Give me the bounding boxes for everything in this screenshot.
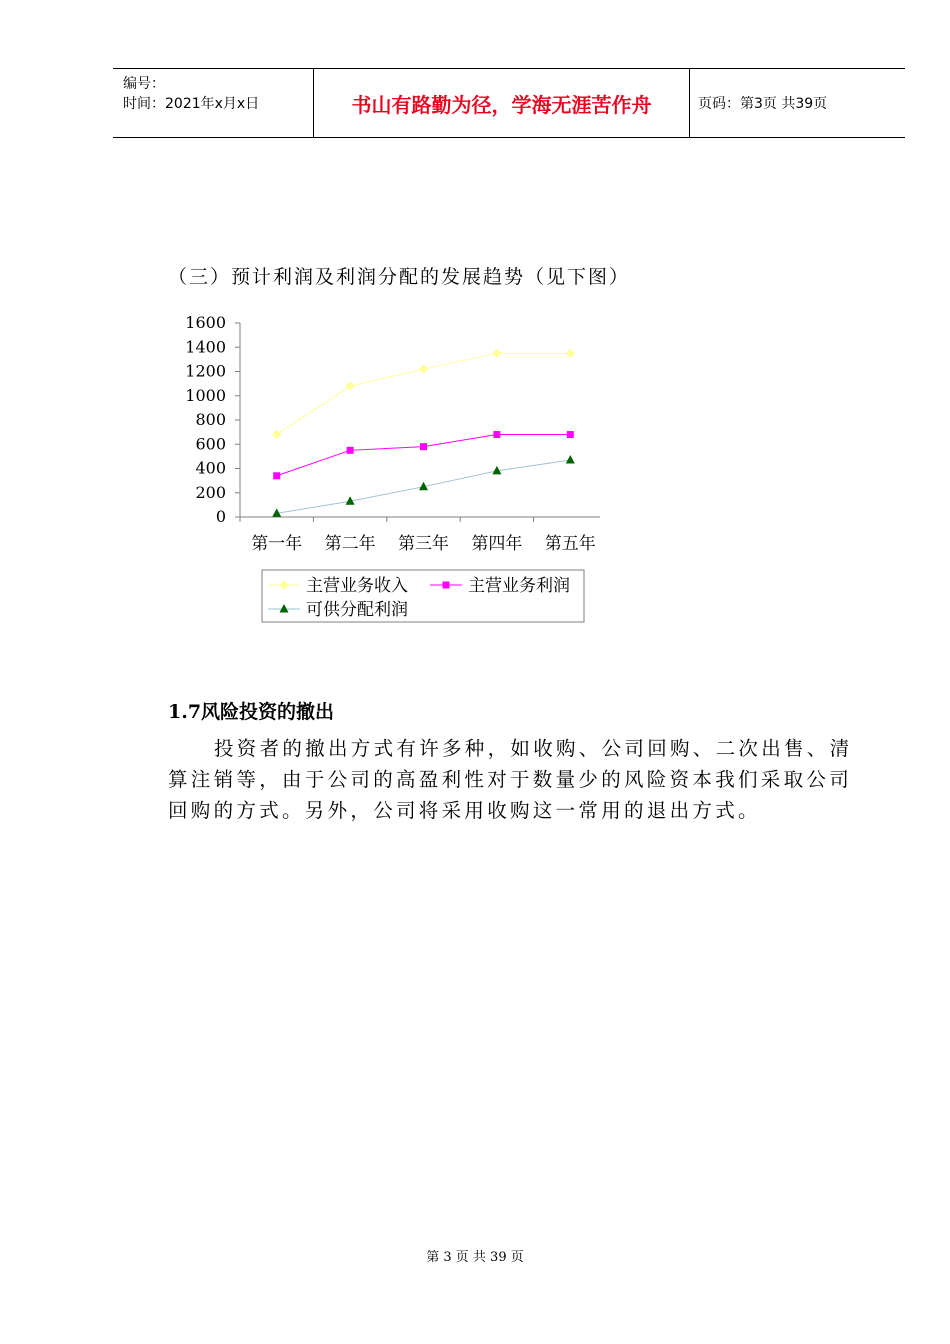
data-point xyxy=(347,447,354,454)
x-tick-label: 第三年 xyxy=(398,534,449,554)
time-label: 时间：2021年x月x日 xyxy=(123,96,260,112)
legend-label: 可供分配利润 xyxy=(306,600,408,620)
y-tick-label: 800 xyxy=(195,410,226,429)
header-motto: 书山有路勤为径，学海无涯苦作舟 xyxy=(314,69,690,137)
data-point xyxy=(273,431,281,439)
page-number-label: 页码：第3页 共39页 xyxy=(698,96,828,112)
profit-trend-chart xyxy=(170,305,600,630)
page-footer: 第 3 页 共 39 页 xyxy=(426,1250,524,1265)
data-point xyxy=(493,349,501,357)
section-paragraph: 投资者的撤出方式有许多种，如收购、公司回购、二次出售、清算注销等，由于公司的高盈利性对于数量少的风险资本我们采取公司回购的方式。另外，公司将采用收购这一常用的退出方式。 xyxy=(168,737,853,822)
y-tick-label: 200 xyxy=(195,482,226,502)
data-point xyxy=(493,431,500,438)
data-point xyxy=(273,472,280,479)
data-point xyxy=(566,455,575,464)
y-tick-label: 1200 xyxy=(185,361,226,381)
data-point xyxy=(420,365,428,373)
number-label: 编号： xyxy=(123,76,165,92)
x-tick-label: 第一年 xyxy=(251,534,303,554)
y-tick-label: 1000 xyxy=(185,385,226,405)
y-tick-label: 600 xyxy=(195,434,226,454)
data-point xyxy=(566,349,574,357)
y-tick-label: 400 xyxy=(195,458,226,478)
x-tick-label: 第四年 xyxy=(471,534,523,554)
legend-label: 主营业务利润 xyxy=(468,576,570,596)
x-tick-label: 第二年 xyxy=(324,534,376,554)
data-point xyxy=(346,382,354,390)
data-point xyxy=(420,443,427,450)
legend-marker xyxy=(443,582,450,589)
x-tick-label: 第五年 xyxy=(544,534,596,554)
page-header xyxy=(113,68,905,138)
section-title: 1.7风险投资的撤出 xyxy=(168,701,335,723)
y-tick-label: 1600 xyxy=(185,313,226,332)
chart-heading: （三）预计利润及利润分配的发展趋势（见下图） xyxy=(168,266,631,288)
data-point xyxy=(567,431,574,438)
series-line-1 xyxy=(277,435,571,476)
header-info-cell xyxy=(113,69,314,137)
y-tick-label: 0 xyxy=(215,507,226,526)
y-tick-label: 1400 xyxy=(185,337,226,357)
legend-label: 主营业务收入 xyxy=(306,576,408,596)
